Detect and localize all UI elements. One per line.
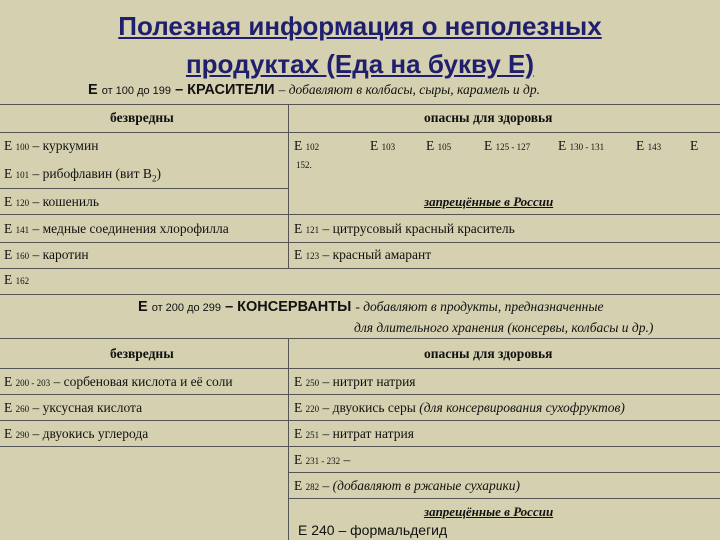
dyes-range: от 100 до 199 <box>101 85 172 97</box>
dyes-row-divider <box>0 214 720 215</box>
preservatives-range: от 200 до 299 <box>151 302 222 314</box>
preservatives-dangerous-item: Е 251 – нитрат натрия <box>294 426 414 441</box>
preservatives-banned-label: запрещённые в России <box>424 504 554 519</box>
dyes-e-letter: Е <box>88 82 98 98</box>
dyes-row-divider <box>0 268 720 269</box>
dyes-dangerous-code: Е 143 <box>636 138 662 153</box>
preservatives-harmless-item: Е 260 – уксусная кислота <box>4 400 143 415</box>
preservatives-dangerous-item: Е 282 – (добавляют в ржаные сухарики) <box>294 478 521 493</box>
dyes-harmless-header: безвредны <box>110 110 174 125</box>
preservatives-row-divider <box>0 420 720 421</box>
dyes-dangerous-code: Е 102 <box>294 138 320 153</box>
preservatives-column-divider <box>288 338 289 540</box>
preservatives-harmless-item: Е 200 - 203 – сорбеновая кислота и её соли <box>4 374 233 389</box>
dyes-dangerous-item: Е 121 – цитрусовый красный краситель <box>294 221 515 236</box>
preservatives-dangerous-item: Е 231 - 232 – <box>294 452 351 467</box>
preservatives-header-top <box>0 338 720 339</box>
dyes-harmless-item: Е 120 – кошениль <box>4 194 99 209</box>
dyes-dangerous-header: опасны для здоровья <box>424 110 553 125</box>
dyes-harmless-item: Е 101 – рибофлавин (вит $В_2$) <box>4 166 161 184</box>
preservatives-section-heading <box>138 299 604 315</box>
dyes-dangerous-code: Е 105 <box>426 138 452 153</box>
dyes-dangerous-extra: 152. <box>296 160 312 170</box>
preservatives-row-divider <box>0 446 720 447</box>
preservatives-header-divider <box>0 368 720 369</box>
dyes-dangerous-code: Е 130 - 131 <box>558 138 605 153</box>
dyes-section-heading <box>88 82 540 98</box>
preservatives-banned-item: Е 240 – формальдегид <box>298 522 448 538</box>
dyes-name: – КРАСИТЕЛИ <box>175 82 275 98</box>
page-title-line2: продуктах (Еда на букву Е) <box>185 49 535 79</box>
dyes-dangerous-item: Е 123 – красный амарант <box>294 247 432 262</box>
preservatives-dangerous-item: Е 250 – нитрит натрия <box>294 374 416 389</box>
page-title-line1: Полезная информация о неполезных <box>118 11 602 41</box>
dyes-harmless-item: Е 162 <box>4 272 30 287</box>
preservatives-dangerous-item: Е 220 – двуокись серы (для консервирования сухофруктов) <box>294 400 625 415</box>
dyes-harmless-item: Е 100 – куркумин <box>4 138 99 153</box>
preservatives-row-divider <box>288 472 720 473</box>
preservatives-dangerous-header: опасны для здоровья <box>424 346 553 361</box>
preservatives-description-2: для длительного хранения (консервы, колбасы и др.) <box>354 320 654 335</box>
dyes-table-top-border <box>0 104 720 105</box>
dyes-dangerous-code: Е 103 <box>370 138 396 153</box>
dyes-harmless-item: Е 160 – каротин <box>4 247 89 262</box>
dyes-harmless-item: Е 141 – медные соединения хлорофилла <box>4 221 229 236</box>
dyes-banned-label: запрещённые в России <box>424 194 554 209</box>
preservatives-name: – КОНСЕРВАНТЫ <box>225 299 352 315</box>
dyes-dangerous-code: Е <box>690 138 699 153</box>
preservatives-table-top-border <box>0 294 720 295</box>
preservatives-row-divider <box>288 498 720 499</box>
dyes-header-divider <box>0 132 720 133</box>
preservatives-harmless-header: безвредны <box>110 346 174 361</box>
dyes-description: – добавляют в колбасы, сыры, карамель и др. <box>278 82 540 97</box>
preservatives-e-letter: Е <box>138 299 148 315</box>
preservatives-harmless-item: Е 290 – двуокись углерода <box>4 426 149 441</box>
dyes-column-divider <box>288 104 289 268</box>
dyes-row-divider <box>0 188 288 189</box>
dyes-row-divider <box>0 242 720 243</box>
dyes-dangerous-code: Е 125 - 127 <box>484 138 531 153</box>
preservatives-description-1: - добавляют в продукты, предназначенные <box>355 299 604 314</box>
preservatives-row-divider <box>0 394 720 395</box>
